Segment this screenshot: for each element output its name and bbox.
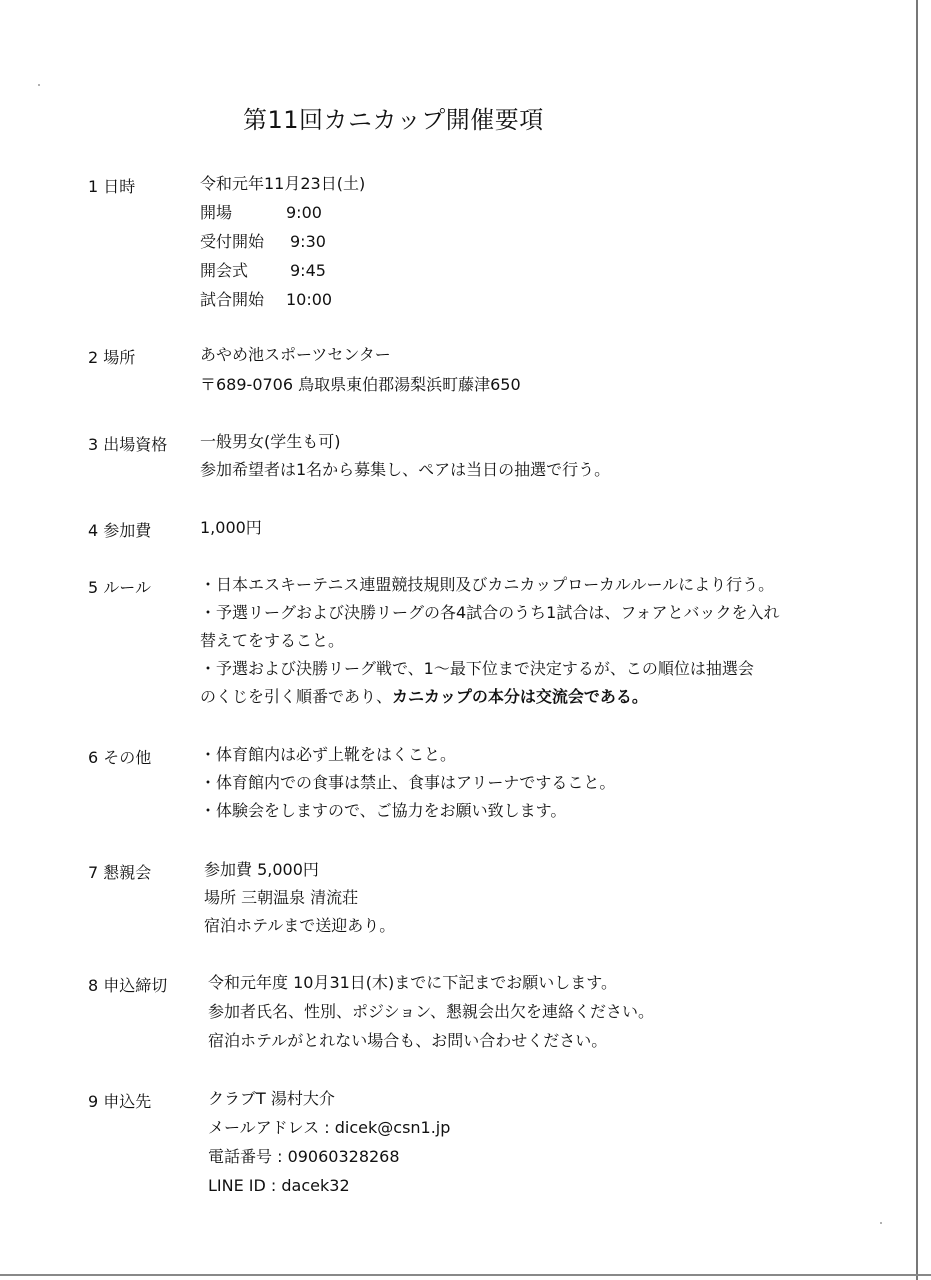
contact-name: クラブT 湯村大介 [208,1089,335,1108]
note-line: ・体育館内は必ず上靴をはくこと。 [200,745,457,764]
section-label: 2 場所 [88,348,136,367]
note-line: ・体験会をしますので、ご協力をお願い致します。 [200,801,567,820]
event-date: 令和元年11月23日(土) [200,174,366,193]
section-label: 5 ルール [88,578,151,597]
section-label: 3 出場資格 [88,435,168,454]
document-title: 第11回カニカップ開催要項 [243,106,544,134]
schedule-name: 開会式 [200,261,249,280]
scan-edge-bottom [0,1274,931,1276]
section-label: 7 懇親会 [88,863,152,882]
scan-edge-right [916,0,918,1280]
section-label: 1 日時 [88,177,136,196]
eligibility-line: 一般男女(学生も可) [200,432,341,451]
rule-line: ・日本エスキーテニス連盟競技規則及びカニカップローカルルールにより行う。 [200,575,775,594]
schedule-item [200,232,326,252]
schedule-time: 9:00 [286,203,322,222]
section-label: 9 申込先 [88,1092,152,1111]
social-line: 宿泊ホテルまで送迎あり。 [204,916,396,935]
deadline-line: 宿泊ホテルがとれない場合も、お問い合わせください。 [208,1031,608,1050]
section-label: 4 参加費 [88,521,152,540]
rule-line: ・予選リーグおよび決勝リーグの各4試合のうち1試合は、フォアとバックを入れ [200,603,780,622]
venue-address: 〒689-0706 鳥取県東伯郡湯梨浜町藤津650 [200,375,521,394]
section-label: 6 その他 [88,748,152,767]
schedule-item [200,261,326,281]
schedule-item [200,203,322,223]
schedule-name: 試合開始 [200,290,265,309]
rule-line: ・予選および決勝リーグ戦で、1～最下位まで決定するが、この順位は抽選会 [200,659,754,678]
schedule-time: 10:00 [286,290,333,309]
rule-line: 替えてをすること。 [200,631,345,650]
rule-line [200,687,648,707]
social-line: 参加費 5,000円 [204,860,319,879]
fee-amount: 1,000円 [200,518,262,537]
deadline-line: 参加者氏名、性別、ポジション、懇親会出欠を連絡ください。 [208,1002,655,1021]
contact-email: メールアドレス : dicek@csn1.jp [208,1118,451,1137]
schedule-item [200,290,333,310]
rule-emphasis: カニカップの本分は交流会である。 [392,687,648,706]
social-line: 場所 三朝温泉 清流荘 [204,888,359,907]
schedule-time: 9:30 [290,232,326,251]
schedule-name: 受付開始 [200,232,265,251]
section-label: 8 申込締切 [88,976,168,995]
venue-name: あやめ池スポーツセンター [200,345,391,364]
contact-line-id: LINE ID : dacek32 [208,1176,350,1195]
schedule-time: 9:45 [290,261,326,280]
note-line: ・体育館内での食事は禁止、食事はアリーナですること。 [200,773,616,792]
contact-phone: 電話番号 : 09060328268 [208,1147,400,1166]
rule-text: のくじを引く順番であり、 [200,687,393,706]
scan-speck [38,84,40,86]
schedule-name: 開場 [200,203,233,222]
eligibility-line: 参加希望者は1名から募集し、ペアは当日の抽選で行う。 [200,460,611,479]
scan-speck [880,1222,882,1224]
deadline-line: 令和元年度 10月31日(木)までに下記までお願いします。 [208,973,618,992]
